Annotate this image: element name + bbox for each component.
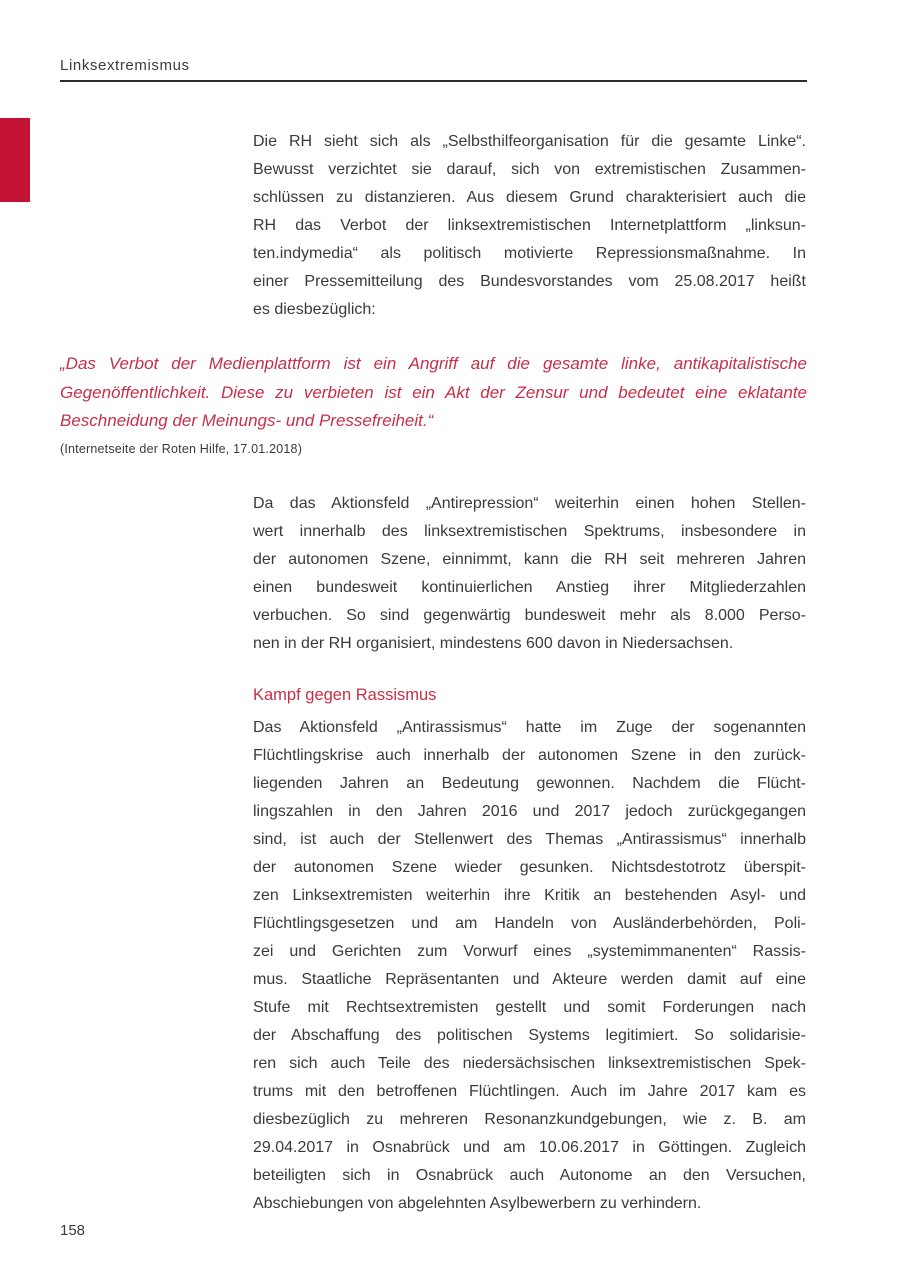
pull-quote bbox=[60, 350, 807, 436]
text-line: trums mit den betroffenen Flüchtlingen. Auch im Jahre 2017 kam es bbox=[253, 1083, 806, 1100]
text-line: einen bundesweit kontinuierlichen Anstieg ihrer Mitgliederzahlen bbox=[253, 579, 806, 596]
text-line: nen in der RH organisiert, mindestens 600 davon in Niedersachsen. bbox=[253, 635, 734, 652]
text-line: RH das Verbot der linksextremistischen Internetplattform „linksun- bbox=[253, 217, 806, 234]
text-line: zei und Gerichten zum Vorwurf eines „systemimmanenten“ Rassis- bbox=[253, 943, 806, 960]
text-line: diesbezüglich zu mehreren Resonanzkundgebungen, wie z. B. am bbox=[253, 1111, 806, 1128]
text-line: sind, ist auch der Stellenwert des Themas „Antirassismus“ innerhalb bbox=[253, 831, 806, 848]
paragraph-intro-rh bbox=[253, 128, 806, 324]
running-header-title: Linksextremismus bbox=[60, 57, 190, 74]
text-line: Die RH sieht sich als „Selbsthilfeorganisation für die gesamte Linke“. bbox=[253, 133, 806, 150]
text-line: lingszahlen in den Jahren 2016 und 2017 jedoch zurückgegangen bbox=[253, 803, 806, 820]
text-line: Abschiebungen von abgelehnten Asylbewerbern zu verhindern. bbox=[253, 1195, 702, 1212]
text-line: Gegenöffentlichkeit. Diese zu verbieten ist ein Akt der Zensur und bedeutet eine eklatante bbox=[60, 382, 807, 402]
text-line: wert innerhalb des linksextremistischen Spektrums, insbesondere in bbox=[253, 523, 806, 540]
chapter-margin-tab bbox=[0, 118, 30, 202]
text-line: liegenden Jahren an Bedeutung gewonnen. Nachdem die Flücht- bbox=[253, 775, 806, 792]
text-line: es diesbezüglich: bbox=[253, 301, 376, 318]
text-line: „Das Verbot der Medienplattform ist ein Angriff auf die gesamte linke, antikapitalistische bbox=[60, 354, 807, 373]
text-line: mus. Staatliche Repräsentanten und Akteure werden damit auf eine bbox=[253, 971, 806, 988]
text-line: verbuchen. So sind gegenwärtig bundesweit mehr als 8.000 Perso- bbox=[253, 607, 806, 624]
text-line: Flüchtlingsgesetzen und am Handeln von Ausländerbehörden, Poli- bbox=[253, 915, 806, 932]
text-line: ren sich auch Teile des niedersächsischen linksextremistischen Spek- bbox=[253, 1055, 806, 1072]
paragraph-antirepression bbox=[253, 490, 806, 658]
text-line: einer Pressemitteilung des Bundesvorstandes vom 25.08.2017 heißt bbox=[253, 273, 806, 290]
text-line: 29.04.2017 in Osnabrück und am 10.06.2017 in Göttingen. Zugleich bbox=[253, 1139, 806, 1156]
text-line: der Abschaffung des politischen Systems legitimiert. So solidarisie- bbox=[253, 1027, 806, 1044]
text-line: zen Linksextremisten weiterhin ihre Kritik an bestehenden Asyl- und bbox=[253, 887, 806, 904]
text-line: Beschneidung der Meinungs- und Pressefreiheit.“ bbox=[60, 411, 434, 430]
text-line: der autonomen Szene, einnimmt, kann die RH seit mehreren Jahren bbox=[253, 551, 806, 568]
text-line: Flüchtlingskrise auch innerhalb der autonomen Szene in den zurück- bbox=[253, 747, 806, 764]
section-heading-kampf-gegen-rassismus: Kampf gegen Rassismus bbox=[253, 686, 437, 704]
text-line: schlüssen zu distanzieren. Aus diesem Grund charakterisiert auch die bbox=[253, 189, 806, 206]
text-line: Da das Aktionsfeld „Antirepression“ weiterhin einen hohen Stellen- bbox=[253, 495, 806, 512]
text-line: Das Aktionsfeld „Antirassismus“ hatte im Zuge der sogenannten bbox=[253, 719, 806, 736]
paragraph-antirassismus bbox=[253, 714, 806, 1218]
header-rule bbox=[60, 80, 807, 82]
text-line: beteiligten sich in Osnabrück auch Autonome an den Versuchen, bbox=[253, 1167, 806, 1184]
text-line: Stufe mit Rechtsextremisten gestellt und somit Forderungen nach bbox=[253, 999, 806, 1016]
page-number: 158 bbox=[60, 1222, 86, 1239]
text-line: der autonomen Szene wieder gesunken. Nichtsdestotrotz überspit- bbox=[253, 859, 806, 876]
text-line: Bewusst verzichtet sie darauf, sich von extremistischen Zusammen- bbox=[253, 161, 806, 178]
text-line: ten.indymedia“ als politisch motivierte Repressionsmaßnahme. In bbox=[253, 245, 806, 262]
quote-citation: (Internetseite der Roten Hilfe, 17.01.2018) bbox=[60, 442, 303, 456]
